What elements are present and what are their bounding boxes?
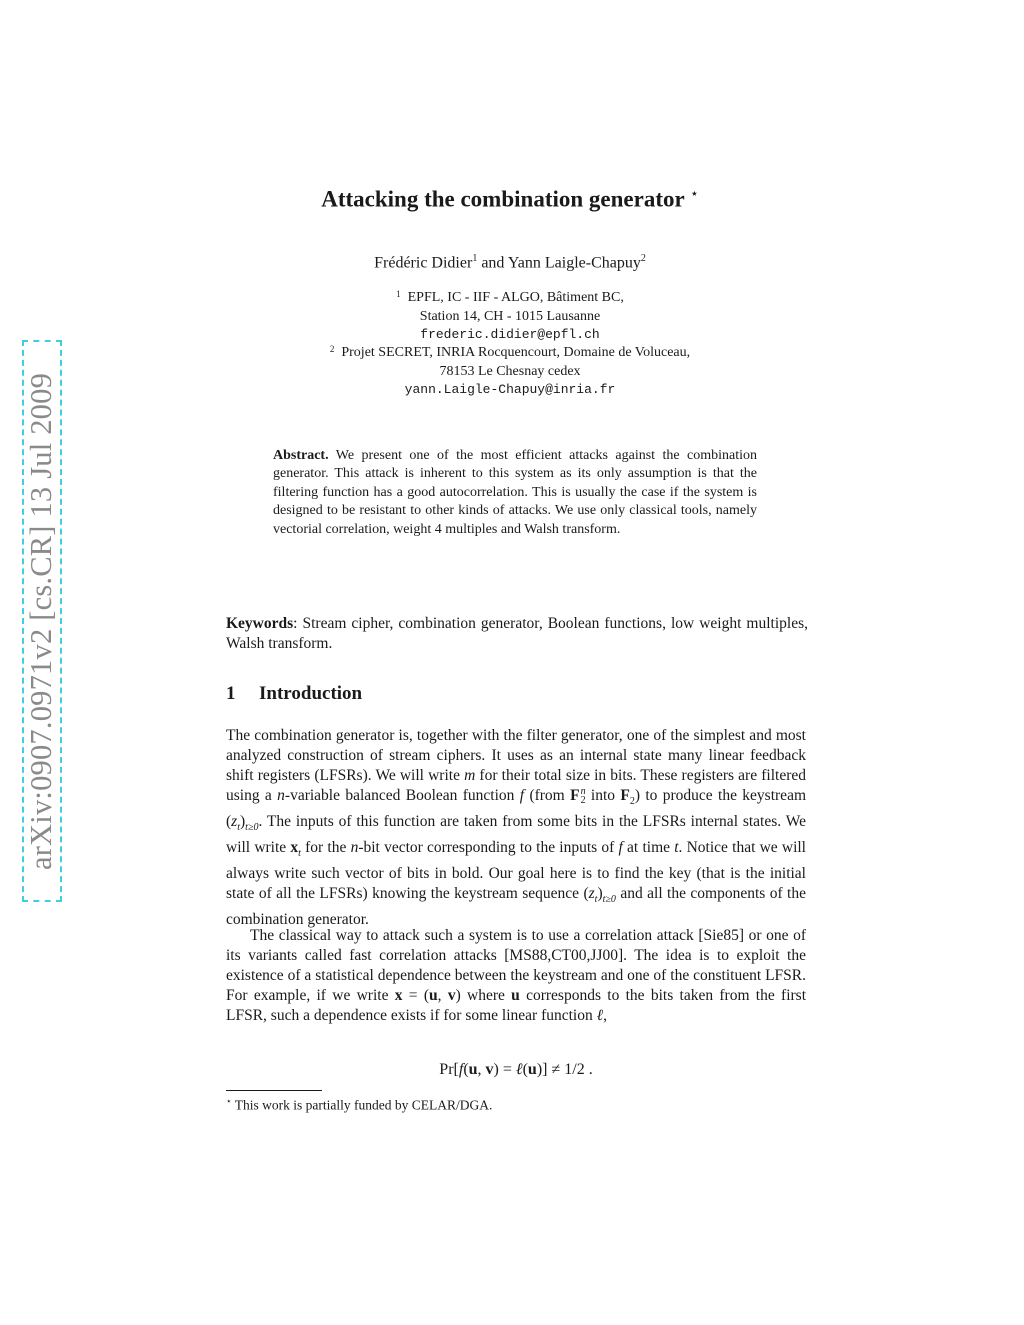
- p1-text: ): [597, 885, 603, 903]
- section-number: 1: [226, 683, 236, 704]
- p1-math-sub: t≥0: [245, 822, 259, 834]
- footnote: [226, 1096, 492, 1114]
- p1-math: z: [231, 813, 238, 831]
- eq-part: Pr[: [439, 1061, 459, 1078]
- affiliation-2: [240, 344, 780, 400]
- p1-text: . The inputs of this function are taken from some bits in the LFSRs internal states. We will write: [226, 813, 806, 857]
- p1-math: F: [570, 787, 580, 804]
- p2-text: The classical way to attack such a system is to use a correlation attack [Sie85] or one of its variants called fast correlation attacks [MS88,CT00,JJ00]. The idea is to exploit the existence of a statistical dependence between the keystream and one of the constituent LFSR. For example, if we write: [226, 927, 806, 1004]
- title-text: Attacking the combination generator: [321, 186, 685, 212]
- p2-text: = (: [402, 987, 430, 1004]
- p1-math: n: [350, 839, 359, 857]
- affiliation-1-line2: Station 14, CH - 1015 Lausanne: [419, 308, 601, 324]
- p1-text: . Notice that we will always write such vector of bits in bold. Our goal here is to find the key (that is the initial state of all the LFSRs) knowing the keystream sequence (: [226, 839, 806, 903]
- p1-text: -variable balanced Boolean function: [284, 787, 520, 804]
- eq-part: (: [522, 1061, 528, 1078]
- footnote-mark: ⋆: [226, 1096, 232, 1106]
- p1-math-sub: t≥0: [602, 894, 616, 906]
- p1-text: The combination generator is, together with the filter generator, one of the simplest and most analyzed construction of stream ciphers. It uses as an internal state many linear feedback shift registers (LFSRs). We will write: [226, 727, 806, 784]
- affiliation-2-line1: Projet SECRET, INRIA Rocquencourt, Domaine de Voluceau,: [341, 345, 691, 360]
- p1-text: and all the components of the combination generator.: [226, 885, 806, 929]
- affiliation-1-email: frederic.didier@epfl.ch: [420, 327, 600, 342]
- eq-part: u: [527, 1061, 537, 1078]
- footnote-text: This work is partially funded by CELAR/DGA.: [234, 1097, 493, 1113]
- equation: [226, 1061, 806, 1079]
- p2-text: corresponds to the bits taken from the first LFSR, such a dependence exists if for some linear function: [226, 987, 807, 1024]
- p1-math: t: [674, 839, 679, 857]
- abstract-label: Abstract.: [273, 448, 329, 463]
- arxiv-id: arXiv:0907.0971v2 [cs.CR] 13 Jul 2009: [24, 372, 59, 870]
- p1-math: m: [464, 767, 476, 784]
- p1-text: -bit vector corresponding to the inputs of: [358, 839, 619, 857]
- p1-text: into: [585, 787, 621, 804]
- keywords-text: : Stream cipher, combination generator, Boolean functions, low weight multiples, Walsh transform.: [226, 615, 808, 652]
- p1-math-sub: 2: [580, 795, 586, 807]
- eq-part: v: [485, 1061, 494, 1078]
- p1-text: ): [240, 813, 246, 831]
- affiliation-2-mark: 2: [329, 344, 335, 354]
- p2-math: u: [511, 987, 520, 1004]
- p1-math: f: [519, 787, 525, 804]
- p2-math: x: [394, 987, 403, 1004]
- p2-text: ,: [437, 987, 448, 1004]
- abstract: [273, 447, 757, 539]
- author-2: Yann Laigle-Chapuy: [507, 254, 641, 272]
- title-footnote-mark: ⋆: [690, 187, 699, 202]
- author-line: [200, 253, 820, 272]
- affiliation-1: [240, 289, 780, 345]
- p1-math-sub: t: [594, 894, 598, 906]
- paper-title: [200, 186, 820, 213]
- p1-text: (from: [524, 787, 571, 804]
- affiliation-1-line1: EPFL, IC - IIF - ALGO, Bâtiment BC,: [407, 290, 624, 305]
- author-2-mark: 2: [640, 253, 646, 264]
- p1-text: ) to produce the keystream (: [226, 787, 807, 831]
- p1-math: f: [618, 839, 623, 857]
- p1-math-sub: t: [237, 822, 240, 834]
- keywords: [226, 614, 808, 654]
- author-1: Frédéric Didier: [374, 254, 473, 272]
- p1-math: F: [620, 787, 630, 804]
- affiliation-2-email: yann.Laigle-Chapuy@inria.fr: [404, 382, 616, 397]
- eq-part: ,: [477, 1061, 486, 1078]
- p2-math: u: [429, 987, 438, 1004]
- p1-math-sub: 2: [629, 796, 635, 808]
- abstract-text: We present one of the most efficient attacks against the combination generator. This attack is inherent to this system as its only assumption is that the filtering function has a good autocorrelation. This is usually the case if the system is designed to be resistant to other kinds of attacks. We use only classical tools, namely vectorial correlation, weight 4 multiples and Walsh transform.: [273, 448, 758, 537]
- arxiv-stamp: [22, 340, 62, 902]
- p2-text: ) where: [455, 987, 512, 1004]
- p1-math: n: [277, 787, 285, 804]
- p2-math: ℓ: [596, 1007, 604, 1024]
- p1-math: z: [588, 885, 595, 903]
- keywords-label: Keywords: [226, 615, 294, 632]
- p1-text: for the: [300, 839, 351, 857]
- p1-text: at time: [622, 839, 675, 857]
- eq-part: ℓ: [515, 1061, 523, 1078]
- p1-math-sub: t: [298, 848, 301, 860]
- eq-part: f: [458, 1061, 464, 1078]
- author-conjunction: and: [481, 254, 505, 272]
- affiliation-1-mark: 1: [396, 289, 401, 299]
- p2-text: ,: [603, 1007, 607, 1024]
- intro-paragraph-2: [226, 926, 806, 1026]
- eq-part: u: [468, 1061, 478, 1078]
- p1-math: x: [290, 839, 299, 857]
- eq-part: ) =: [493, 1061, 516, 1078]
- section-title: Introduction: [259, 683, 363, 704]
- section-heading: [226, 683, 362, 705]
- author-1-mark: 1: [472, 253, 478, 264]
- footnote-rule: [226, 1090, 322, 1091]
- p2-math: v: [447, 987, 456, 1004]
- p1-text: for their total size in bits. These registers are filtered using a: [226, 767, 806, 804]
- eq-part: )] ≠ 1/2 .: [536, 1061, 593, 1078]
- affiliation-2-line2: 78153 Le Chesnay cedex: [439, 363, 581, 379]
- p1-math-sup: n: [580, 786, 586, 798]
- eq-part: (: [463, 1061, 469, 1078]
- intro-paragraph-1: [226, 726, 806, 930]
